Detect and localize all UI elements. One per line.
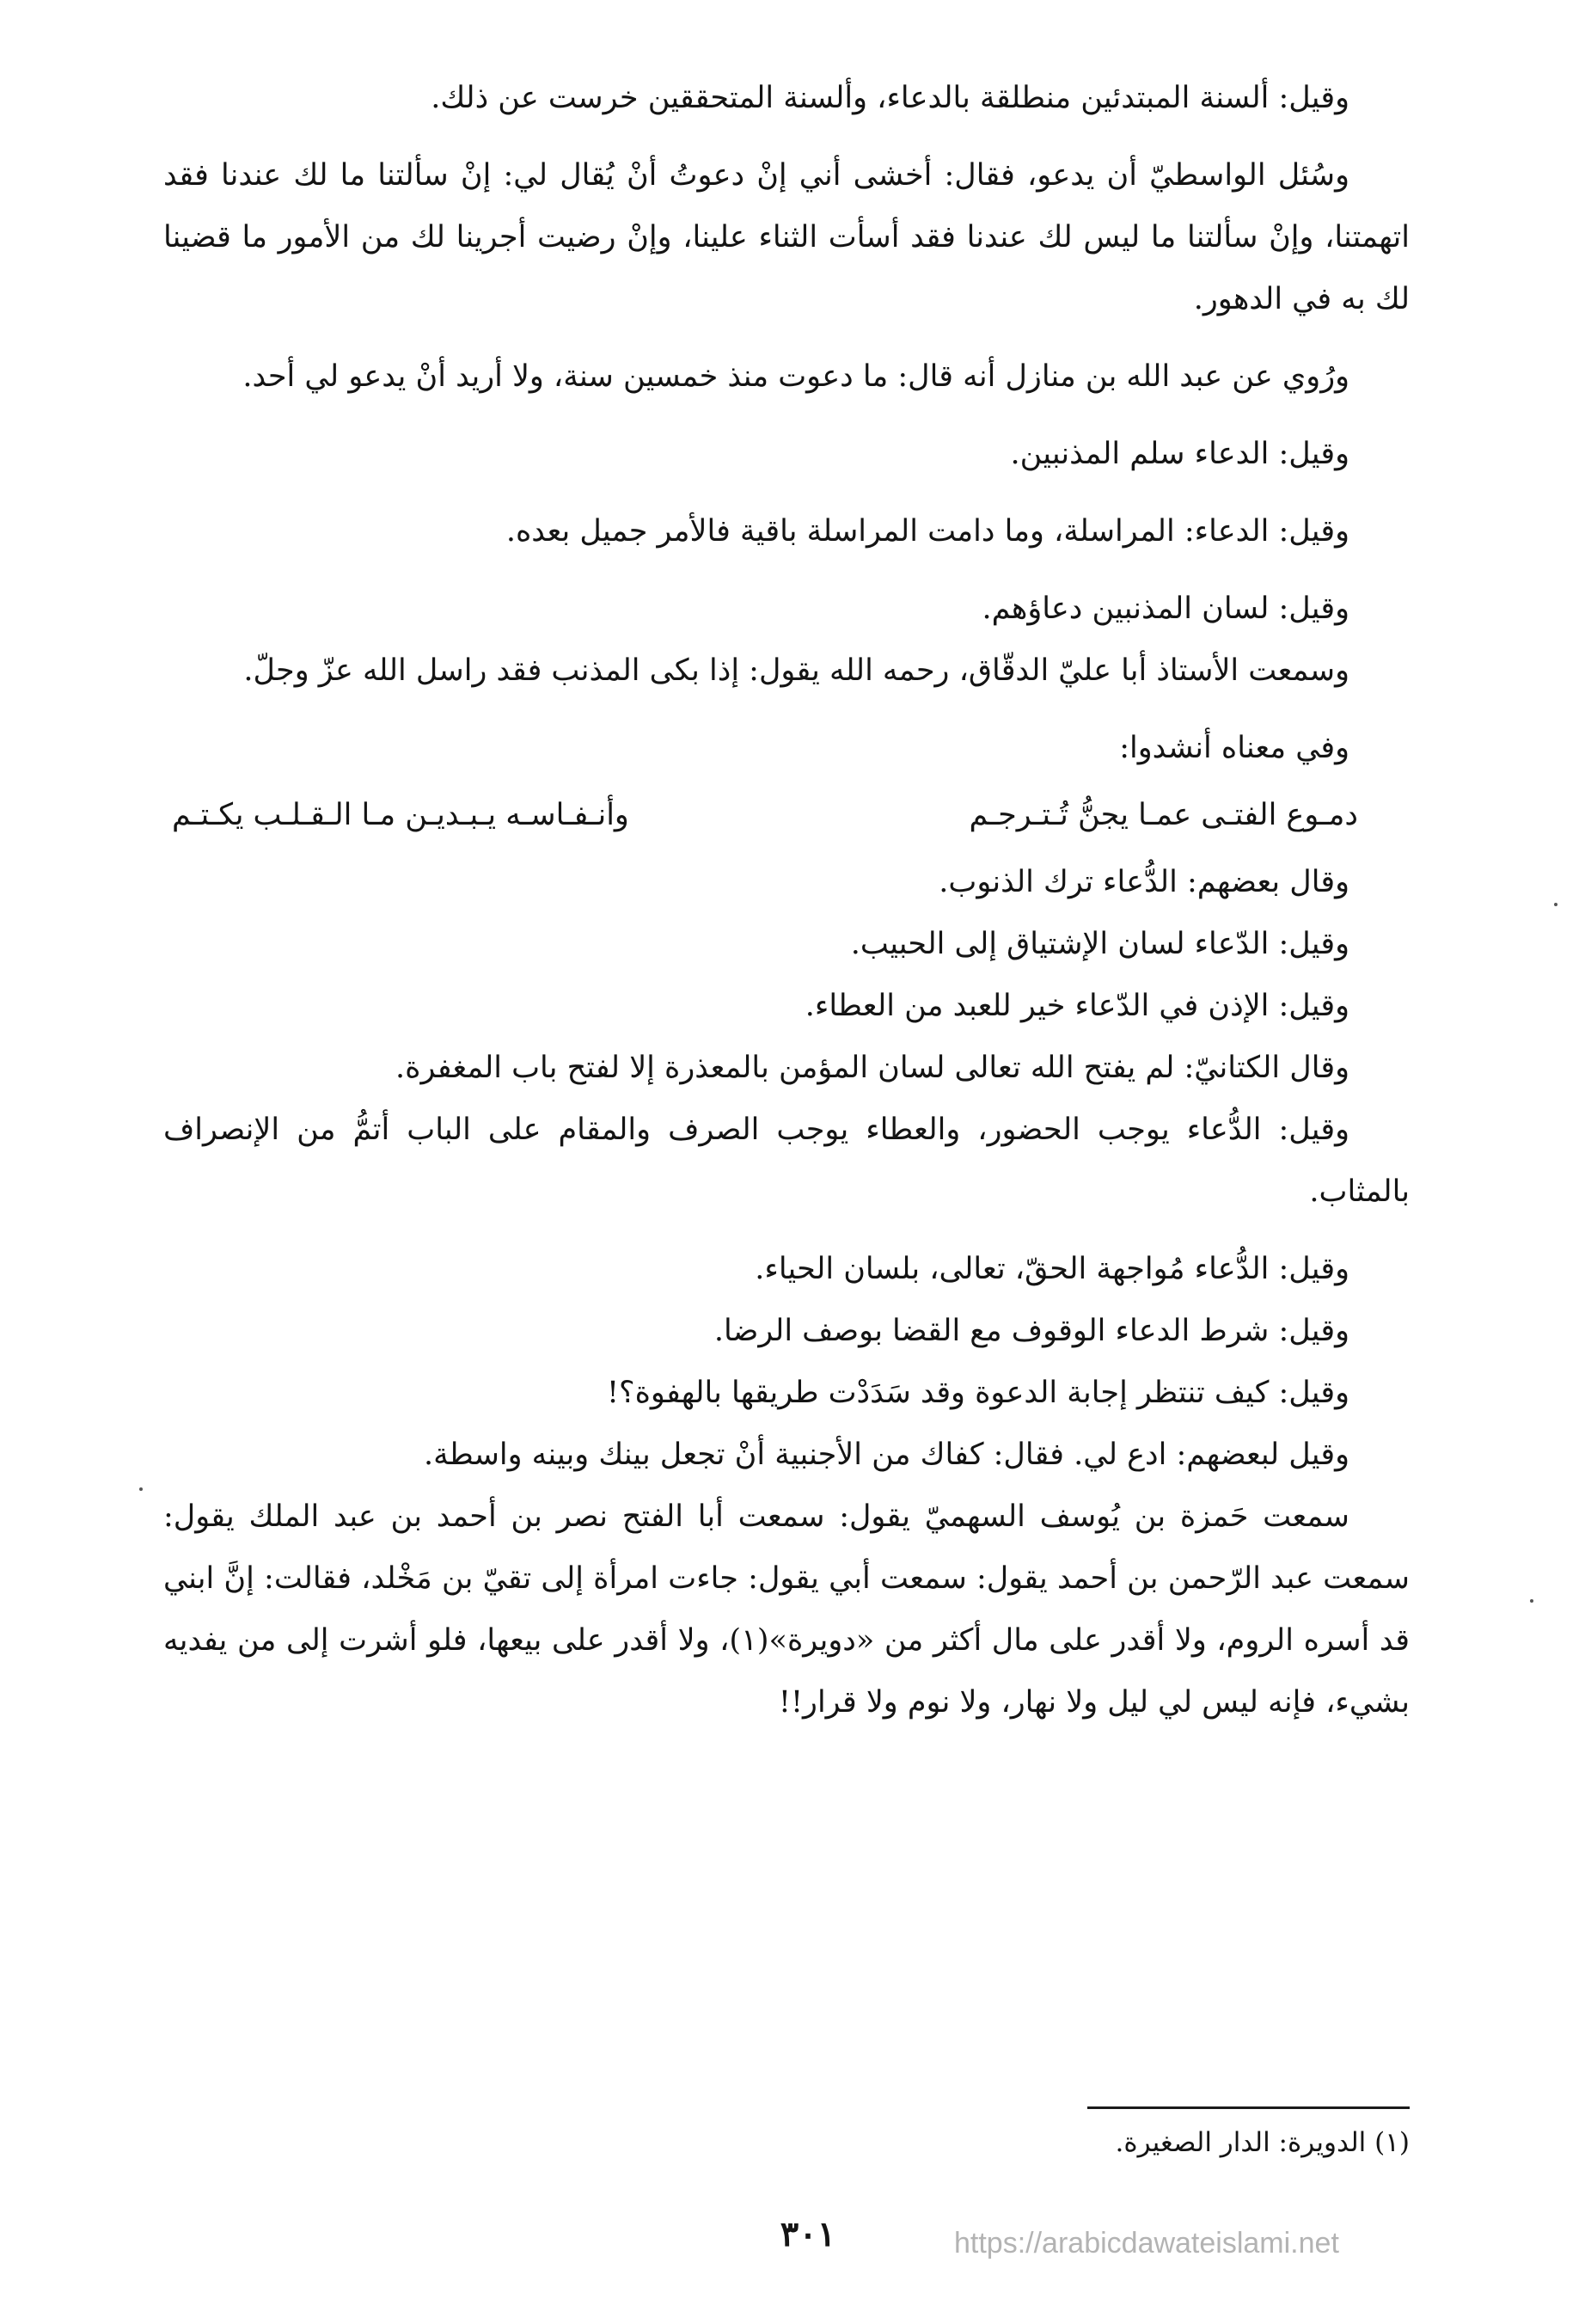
paragraph: ورُوي عن عبد الله بن منازل أنه قال: ما دعوت منذ خمسين سنة، ولا أريد أنْ يدعو لي أحد. [242, 359, 1349, 394]
paragraph: وقيل: الإذن في الدّعاء خير للعبد من العطاء. [805, 989, 1349, 1023]
paragraph: وقال الكتانيّ: لم يفتح الله تعالى لسان المؤمن بالمعذرة إلا لفتح باب المغفرة. [395, 1051, 1349, 1085]
watermark-url: https://arabicdawateislami.net [954, 2227, 1339, 2260]
scan-speck [139, 1487, 143, 1491]
paragraph: وسُئل الواسطيّ أن يدعو، فقال: أخشى أني إنْ دعوتُ أنْ يُقال لي: إنْ سألتنا ما لك عندنا فقد اتهمتنا، وإنْ سألتنا ما ليس لك عندنا فقد أسأت الثناء علينا، وإنْ رضيت أجرينا لك من الأمور ما قضينا لك به في الدهور. [163, 158, 1410, 316]
scan-speck [1554, 903, 1557, 906]
paragraph: وقيل: لسان المذنبين دعاؤهم. [982, 592, 1349, 626]
poem-verse [163, 784, 1410, 846]
verse-first-hemistich: دمـوع الفتـى عمـا يجنُّ تُـتـرجـم [969, 798, 1358, 832]
paragraph: وفي معناه أنشدوا: [1119, 731, 1349, 765]
paragraph: وقيل لبعضهم: ادع لي. فقال: كفاك من الأجنبية أنْ تجعل بينك وبينه واسطة. [423, 1438, 1349, 1472]
paragraph: وقيل: الدُّعاء يوجب الحضور، والعطاء يوجب الصرف والمقام على الباب أتمُّ من الإنصراف بالمثاب. [163, 1113, 1410, 1209]
scan-speck [1530, 1599, 1533, 1603]
paragraph: وقيل: الدعاء سلم المذنبين. [1010, 437, 1349, 471]
page-number: ٣٠١ [780, 2214, 836, 2254]
paragraph: وقيل: كيف تنتظر إجابة الدعوة وقد سَدَدْت طريقها بالهفوة؟! [606, 1376, 1349, 1410]
paragraph: سمعت حَمزة بن يُوسف السهميّ يقول: سمعت أبا الفتح نصر بن أحمد بن عبد الملك يقول: سمعت عبد الرّحمن بن أحمد يقول: سمعت أبي يقول: جاءت امرأة إلى تقيّ بن مَخْلد، فقالت: إنَّ ابني قد أسره الروم، ولا أقدر على مال أكثر من «دويرة»(١)، ولا أقدر على بيعها، فلو أشرت إلى من يفديه بشيء، فإنه ليس لي ليل ولا نهار، ولا نوم ولا قرار!! [163, 1499, 1410, 1720]
paragraph: وقيل: شرط الدعاء الوقوف مع القضا بوصف الرضا. [713, 1314, 1349, 1348]
paragraph: وسمعت الأستاذ أبا عليّ الدقّاق، رحمه الله يقول: إذا بكى المذنب فقد راسل الله عزّ وجلّ. [243, 653, 1349, 688]
paragraph: وقيل: الدّعاء لسان الإشتياق إلى الحبيب. [850, 927, 1349, 961]
paragraph: وقيل: الدُّعاء مُواجهة الحقّ، تعالى، بلسان الحياء. [755, 1252, 1349, 1286]
footnote-separator [1087, 2106, 1410, 2109]
paragraph: وقيل: ألسنة المبتدئين منطلقة بالدعاء، وألسنة المتحققين خرست عن ذلك. [431, 81, 1349, 115]
verse-second-hemistich: وأنـفـاسـه يـبـديـن مـا الـقـلـب يكـتـم [172, 798, 629, 832]
main-text [163, 67, 1410, 1733]
paragraph: وقيل: الدعاء: المراسلة، وما دامت المراسلة باقية فالأمر جميل بعده. [505, 514, 1349, 549]
footnote: (١) الدويرة: الدار الصغيرة. [1115, 2127, 1410, 2158]
paragraph: وقال بعضهم: الدُّعاء ترك الذنوب. [939, 865, 1349, 899]
